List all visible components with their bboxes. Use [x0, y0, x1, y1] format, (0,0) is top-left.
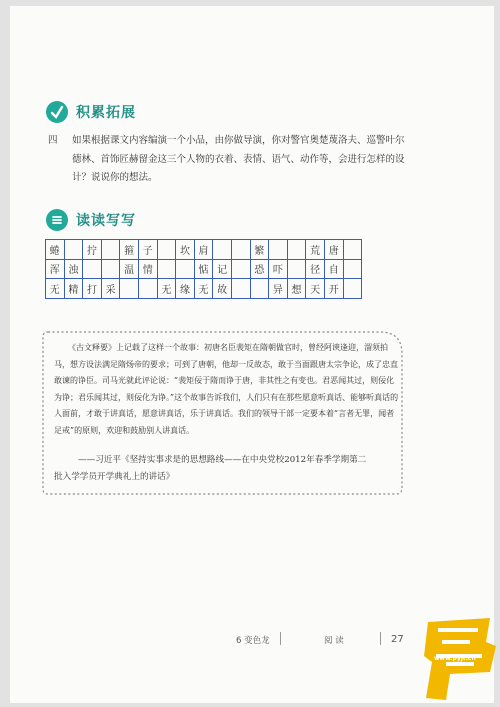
grid-cell: 荒: [306, 240, 325, 260]
grid-cell: [157, 240, 176, 260]
grid-cell: 开: [324, 279, 343, 299]
footer-divider: [280, 632, 281, 645]
grid-cell: 恐: [250, 259, 269, 279]
grid-cell: 采: [101, 279, 120, 299]
grid-cell: 故: [213, 279, 232, 299]
grid-cell: 打: [83, 279, 102, 299]
grid-row: [46, 240, 362, 260]
grid-cell: 记: [213, 259, 232, 279]
grid-cell: 缘: [176, 279, 195, 299]
task-four: [48, 132, 408, 188]
watermark-url: www.pyjt.cn: [434, 655, 476, 662]
grid-cell: [343, 279, 362, 299]
grid-cell: 异: [269, 279, 288, 299]
accumulate-title: 积累拓展: [76, 105, 136, 121]
attribution-line-1: ——习近平《坚持实事求是的思想路线——在中央党校2012年春季学期第二: [78, 455, 367, 465]
grid-cell: 繁: [250, 240, 269, 260]
grid-cell: 蜷: [46, 240, 65, 260]
grid-cell: 拧: [83, 240, 102, 260]
grid-cell: [138, 279, 157, 299]
grid-cell: [101, 240, 120, 260]
grid-cell: 唐: [324, 240, 343, 260]
grid-cell: 无: [157, 279, 176, 299]
footer-section: 阅 读: [324, 636, 344, 646]
grid-cell: [176, 259, 195, 279]
task-number: 四: [48, 135, 58, 146]
grid-cell: 温: [120, 259, 139, 279]
grid-cell: [231, 240, 250, 260]
grid-cell: [343, 240, 362, 260]
grid-cell: [287, 240, 306, 260]
task-text: 如果根据课文内容编演一个小品，由你做导演，你对警官奥楚蔑洛夫、巡警叶尔德林、首饰匠赫留金这三个人物的衣着、表情、语气、动作等，会进行怎样的设计？说说你的想法。: [72, 135, 405, 183]
quote-body: 《古文释要》上记载了这样一个故事：初唐名臣裴矩在隋朝做官时，曾经阿谀逢迎，溜须拍马，想方设法满足隋炀帝的要求；可到了唐朝，他却一反故态，敢于当面跟唐太宗争论，成了忠直敢谏的诤臣。司马光就此评论说：“裴矩佞于隋而诤于唐，非其性之有变也。君恶闻其过，则佞化为诤；君乐闻其过，则佞化为诤。”这个故事告诉我们，人们只有在那些愿意听真话、能够听真话的人面前，才敢于讲真话，愿意讲真话，乐于讲真话。我们的领导干部一定要本着“言者无罪，闻者足戒”的原则，欢迎和鼓励别人讲真话。: [54, 343, 399, 435]
vocabulary-grid: [45, 239, 362, 299]
grid-cell: [83, 259, 102, 279]
grid-cell: [157, 259, 176, 279]
read-write-heading: [46, 209, 136, 231]
grid-cell: 径: [306, 259, 325, 279]
footer-divider: [380, 632, 381, 645]
quote-attribution: [54, 452, 404, 486]
grid-cell: [287, 259, 306, 279]
grid-cell: [120, 279, 139, 299]
grid-cell: [269, 240, 288, 260]
pen-check-icon: [46, 101, 68, 123]
grid-cell: 坎: [176, 240, 195, 260]
grid-cell: 情: [138, 259, 157, 279]
list-lines-icon: [46, 209, 68, 231]
grid-cell: 肩: [194, 240, 213, 260]
grid-cell: 无: [194, 279, 213, 299]
grid-cell: 箍: [120, 240, 139, 260]
grid-cell: [231, 279, 250, 299]
grid-cell: 无: [46, 279, 65, 299]
grid-cell: [250, 279, 269, 299]
grid-cell: 精: [64, 279, 83, 299]
accumulate-heading: [46, 101, 136, 123]
grid-cell: 吓: [269, 259, 288, 279]
grid-row: [46, 259, 362, 279]
grid-cell: 子: [138, 240, 157, 260]
page-number: 27: [391, 634, 404, 645]
grid-cell: [231, 259, 250, 279]
quote-box: [40, 328, 407, 498]
footer-lesson: 6 变色龙: [236, 636, 270, 646]
grid-cell: [343, 259, 362, 279]
grid-cell: 浑: [46, 259, 65, 279]
grid-cell: 自: [324, 259, 343, 279]
grid-cell: 想: [287, 279, 306, 299]
grid-cell: 惦: [194, 259, 213, 279]
read-write-title: 读读写写: [76, 213, 136, 229]
grid-cell: [213, 240, 232, 260]
textbook-page: [10, 6, 494, 703]
attribution-line-2: 批入学学员开学典礼上的讲话》: [54, 472, 175, 482]
grid-cell: 天: [306, 279, 325, 299]
grid-row: [46, 279, 362, 299]
grid-cell: [101, 259, 120, 279]
grid-cell: [64, 240, 83, 260]
grid-cell: 浊: [64, 259, 83, 279]
